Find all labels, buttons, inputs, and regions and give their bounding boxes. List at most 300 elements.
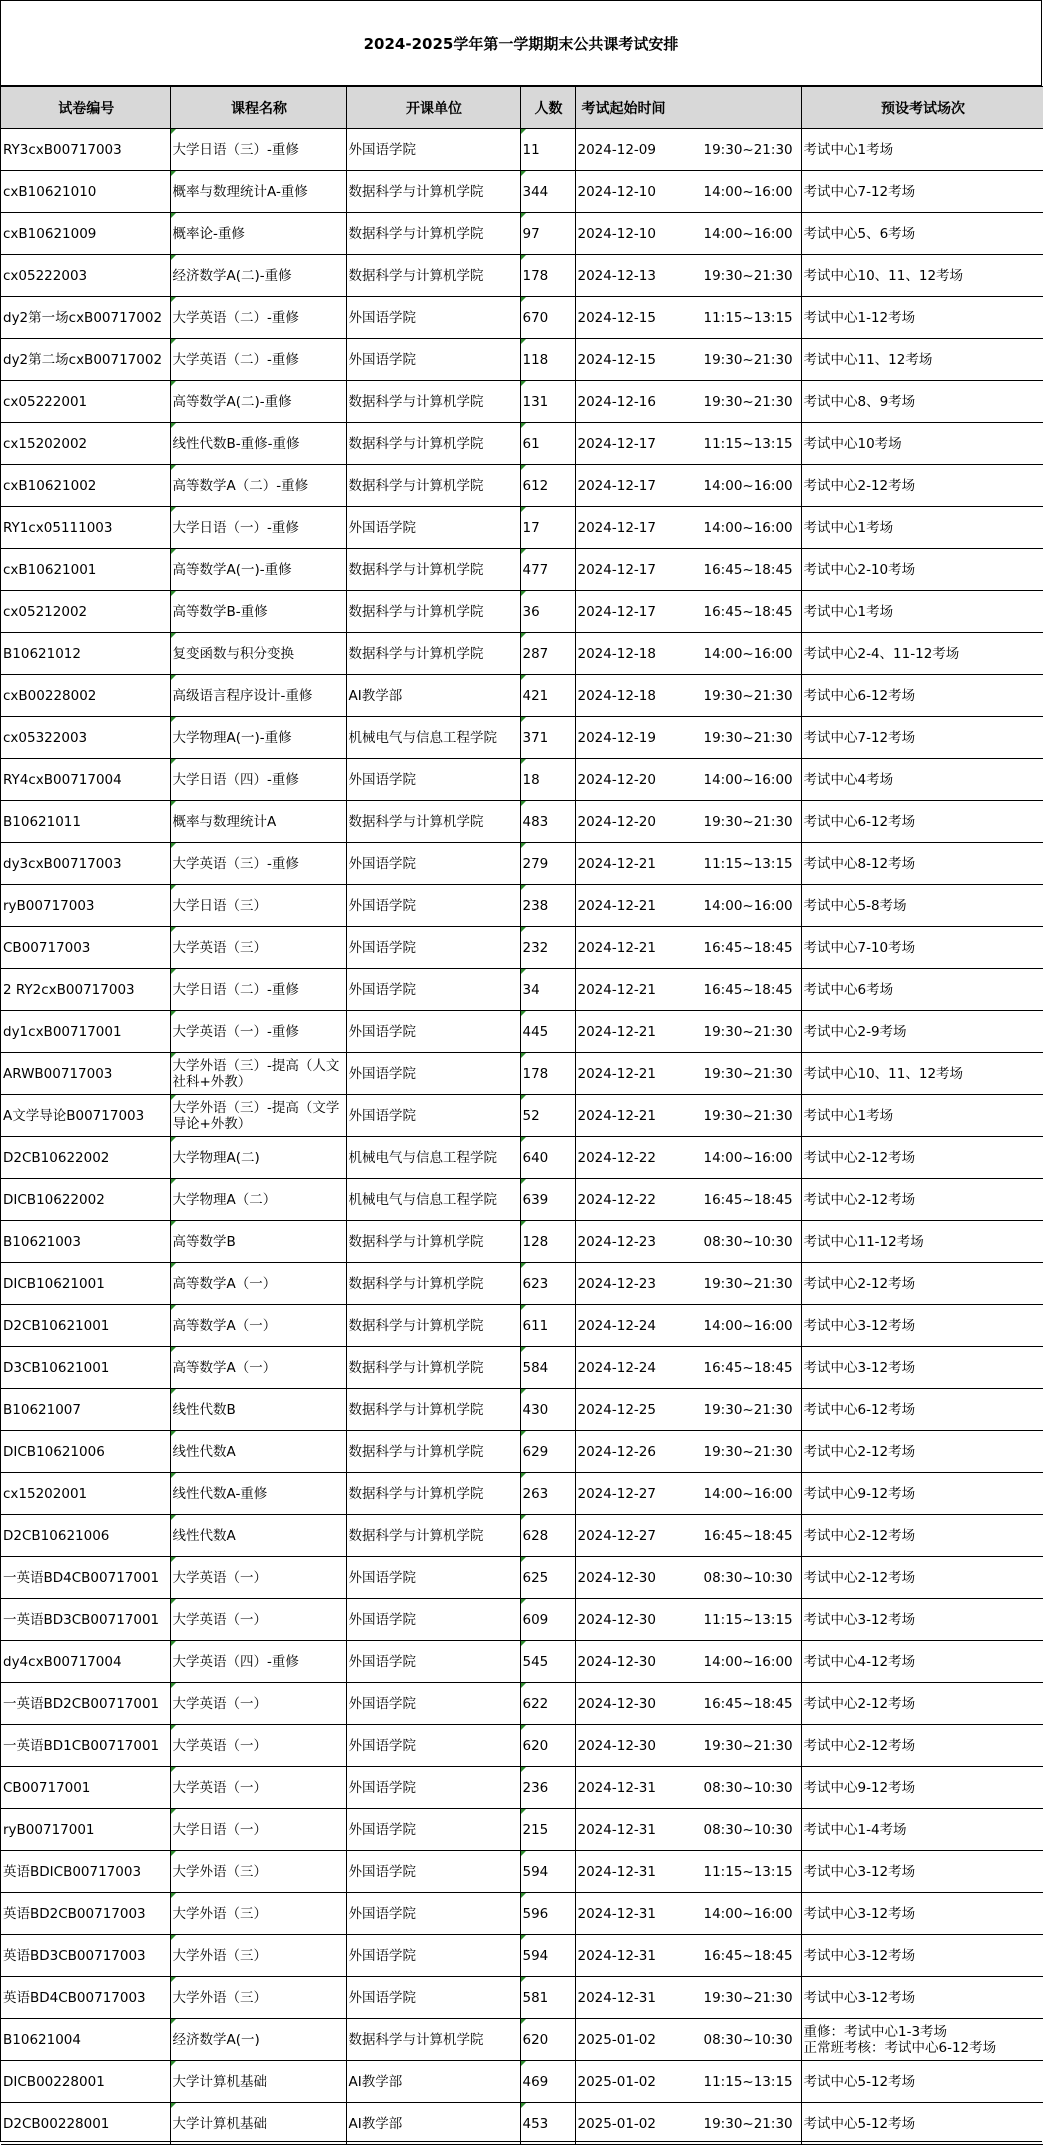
table-row: [1, 1179, 1043, 1221]
cell-course: 大学计算机基础: [170, 2103, 346, 2145]
exam-time: 19:30~21:30: [703, 687, 793, 704]
exam-date: 2024-12-24: [577, 1359, 656, 1376]
cell-dept: 数据科学与计算机学院: [346, 1389, 520, 1431]
cell-start-time: [575, 1263, 801, 1305]
exam-date: 2024-12-23: [577, 1275, 656, 1292]
cell-count: 622: [520, 1683, 575, 1725]
cell-code: RY1cx05111003: [1, 507, 170, 549]
exam-date: 2024-12-27: [577, 1485, 656, 1502]
cell-room: 考试中心6考场: [801, 969, 1043, 1011]
cell-start-time: [575, 1767, 801, 1809]
cell-room: 考试中心1考场: [801, 591, 1043, 633]
table-row: [1, 171, 1043, 213]
exam-time: 14:00~16:00: [703, 1485, 793, 1502]
cell-dept: 外国语学院: [346, 1767, 520, 1809]
table-row: [1, 2061, 1043, 2103]
cell-dept: 数据科学与计算机学院: [346, 1263, 520, 1305]
cell-dept: 外国语学院: [346, 1977, 520, 2019]
cell-dept: 机械电气与信息工程学院: [346, 1179, 520, 1221]
cell-dept: 数据科学与计算机学院: [346, 1473, 520, 1515]
cell-course: 高等数学A(二)-重修: [170, 381, 346, 423]
table-row: [1, 255, 1043, 297]
cell-room: 考试中心1-12考场: [801, 297, 1043, 339]
cell-start-time: [575, 129, 801, 171]
cell-room: 考试中心3-12考场: [801, 1935, 1043, 1977]
cell-dept: 数据科学与计算机学院: [346, 549, 520, 591]
cell-dept: 外国语学院: [346, 759, 520, 801]
table-row: [1, 1347, 1043, 1389]
cell-count: 97: [520, 213, 575, 255]
table-row: [1, 1977, 1043, 2019]
cell-course: 概率与数理统计A: [170, 801, 346, 843]
exam-date: 2024-12-21: [577, 897, 656, 914]
cell-room: 考试中心3-12考场: [801, 1977, 1043, 2019]
cell-room: 考试中心3-12考场: [801, 1851, 1043, 1893]
cell-code: cxB00228002: [1, 675, 170, 717]
cell-dept: 数据科学与计算机学院: [346, 171, 520, 213]
header-course: 课程名称: [170, 87, 346, 129]
exam-time: 16:45~18:45: [703, 1695, 793, 1712]
cell-count: 483: [520, 801, 575, 843]
cell-course: 线性代数A: [170, 1515, 346, 1557]
exam-time: 14:00~16:00: [703, 1149, 793, 1166]
cell-room: 考试中心2-12考场: [801, 1683, 1043, 1725]
cell-room: 考试中心6-12考场: [801, 801, 1043, 843]
exam-date: 2024-12-15: [577, 351, 656, 368]
cell-room: 考试中心8、9考场: [801, 381, 1043, 423]
cell-start-time: [575, 423, 801, 465]
cell-code: cx05222001: [1, 381, 170, 423]
exam-time: 11:15~13:15: [703, 2073, 793, 2090]
cell-start-time: [575, 1935, 801, 1977]
cell-count: 232: [520, 927, 575, 969]
cell-course: 大学外语（三）-提高（人文社科+外教）: [170, 1053, 346, 1095]
exam-date: 2024-12-30: [577, 1653, 656, 1670]
cell-room: 考试中心7-12考场: [801, 717, 1043, 759]
cell-code: B10621004: [1, 2019, 170, 2061]
cell-count: 670: [520, 297, 575, 339]
table-row: [1, 1515, 1043, 1557]
exam-date: 2024-12-30: [577, 1737, 656, 1754]
cell-start-time: [575, 843, 801, 885]
exam-time: 19:30~21:30: [703, 2115, 793, 2132]
cell-room: 考试中心5-12考场: [801, 2103, 1043, 2145]
cell-code: dy4cxB00717004: [1, 1641, 170, 1683]
cell-dept: 数据科学与计算机学院: [346, 465, 520, 507]
cell-start-time: [575, 675, 801, 717]
cell-room: 考试中心2-12考场: [801, 465, 1043, 507]
cell-code: 英语BD4CB00717003: [1, 1977, 170, 2019]
cell-start-time: [575, 801, 801, 843]
cell-room: 重修：考试中心1-3考场 正常班考核：考试中心6-12考场: [801, 2019, 1043, 2061]
cell-code: dy3cxB00717003: [1, 843, 170, 885]
exam-date: 2024-12-18: [577, 687, 656, 704]
exam-time: 16:45~18:45: [703, 1359, 793, 1376]
exam-date: 2024-12-20: [577, 771, 656, 788]
cell-dept: 外国语学院: [346, 1725, 520, 1767]
cell-start-time: [575, 1473, 801, 1515]
exam-time: 14:00~16:00: [703, 1905, 793, 1922]
cell-dept: 数据科学与计算机学院: [346, 591, 520, 633]
cell-course: 大学日语（四）-重修: [170, 759, 346, 801]
cell-code: DICB10621006: [1, 1431, 170, 1473]
cell-code: CB00717003: [1, 927, 170, 969]
cell-room: 考试中心9-12考场: [801, 1473, 1043, 1515]
exam-time: 08:30~10:30: [703, 1821, 793, 1838]
cell-room: 考试中心6-12考场: [801, 675, 1043, 717]
cell-course: 大学英语（一）-重修: [170, 1011, 346, 1053]
cell-code: B10621007: [1, 1389, 170, 1431]
cell-dept: 外国语学院: [346, 885, 520, 927]
exam-date: 2024-12-17: [577, 561, 656, 578]
cell-course: 高等数学B: [170, 1221, 346, 1263]
cell-course: 概率论-重修: [170, 213, 346, 255]
table-row: [1, 1767, 1043, 1809]
table-row: [1, 1305, 1043, 1347]
exam-date: 2024-12-18: [577, 645, 656, 662]
exam-time: 19:30~21:30: [703, 1401, 793, 1418]
cell-code: cx15202002: [1, 423, 170, 465]
cell-code: 英语BDICB00717003: [1, 1851, 170, 1893]
cell-course: 高等数学A（一）: [170, 1347, 346, 1389]
cell-dept: 数据科学与计算机学院: [346, 2019, 520, 2061]
exam-time: 11:15~13:15: [703, 435, 793, 452]
cell-code: cxB10621001: [1, 549, 170, 591]
exam-time: 19:30~21:30: [703, 1275, 793, 1292]
cell-course: 大学英语（一）: [170, 1725, 346, 1767]
cell-count: 178: [520, 255, 575, 297]
exam-time: 16:45~18:45: [703, 1191, 793, 1208]
cell-course: 大学外语（三）: [170, 1851, 346, 1893]
cell-dept: 外国语学院: [346, 339, 520, 381]
cell-count: 629: [520, 1431, 575, 1473]
cell-start-time: [575, 1515, 801, 1557]
cell-start-time: [575, 1851, 801, 1893]
exam-time: 19:30~21:30: [703, 393, 793, 410]
table-row: [1, 1641, 1043, 1683]
cell-start-time: [575, 381, 801, 423]
cell-count: 215: [520, 1809, 575, 1851]
cell-dept: 外国语学院: [346, 1683, 520, 1725]
cell-count: 628: [520, 1515, 575, 1557]
exam-date: 2024-12-31: [577, 1905, 656, 1922]
cell-dept: 数据科学与计算机学院: [346, 1347, 520, 1389]
cell-dept: 机械电气与信息工程学院: [346, 1137, 520, 1179]
table-row: [1, 1137, 1043, 1179]
cell-room: 考试中心7-10考场: [801, 927, 1043, 969]
cell-count: 581: [520, 1977, 575, 2019]
cell-code: DICB10621001: [1, 1263, 170, 1305]
table-row: [1, 423, 1043, 465]
exam-time: 08:30~10:30: [703, 1569, 793, 1586]
table-row: [1, 1599, 1043, 1641]
cell-code: cx15202001: [1, 1473, 170, 1515]
cell-dept: 外国语学院: [346, 1893, 520, 1935]
cell-count: 263: [520, 1473, 575, 1515]
cell-course: 线性代数B-重修-重修: [170, 423, 346, 465]
cell-course: 大学英语（一）: [170, 1599, 346, 1641]
exam-time: 19:30~21:30: [703, 1023, 793, 1040]
cell-course: 大学日语（三）-重修: [170, 129, 346, 171]
cell-room: 考试中心3-12考场: [801, 1305, 1043, 1347]
table-row: [1, 591, 1043, 633]
exam-time: 19:30~21:30: [703, 729, 793, 746]
cell-start-time: [575, 1053, 801, 1095]
cell-code: A文学导论B00717003: [1, 1095, 170, 1137]
cell-room: 考试中心9-12考场: [801, 1767, 1043, 1809]
exam-date: 2024-12-31: [577, 1989, 656, 2006]
cell-start-time: [575, 1893, 801, 1935]
cell-room: 考试中心11、12考场: [801, 339, 1043, 381]
cell-course: 大学计算机基础: [170, 2061, 346, 2103]
cell-course: 大学日语（一）-重修: [170, 507, 346, 549]
cell-start-time: [575, 885, 801, 927]
cell-code: 一英语BD2CB00717001: [1, 1683, 170, 1725]
table-row: [1, 1221, 1043, 1263]
cell-start-time: [575, 2061, 801, 2103]
cell-count: 17: [520, 507, 575, 549]
cell-dept: 外国语学院: [346, 1011, 520, 1053]
exam-table: [1, 86, 1043, 2145]
cell-course: 线性代数A: [170, 1431, 346, 1473]
exam-date: 2024-12-20: [577, 813, 656, 830]
cell-start-time: [575, 1305, 801, 1347]
cell-course: 大学外语（三）: [170, 1893, 346, 1935]
cell-count: 371: [520, 717, 575, 759]
cell-dept: 外国语学院: [346, 1557, 520, 1599]
cell-course: 大学日语（二）-重修: [170, 969, 346, 1011]
cell-code: D2CB10622002: [1, 1137, 170, 1179]
table-row: [1, 1725, 1043, 1767]
cell-start-time: [575, 1221, 801, 1263]
exam-time: 14:00~16:00: [703, 1317, 793, 1334]
exam-date: 2024-12-10: [577, 183, 656, 200]
exam-time: 14:00~16:00: [703, 225, 793, 242]
cell-count: 131: [520, 381, 575, 423]
cell-start-time: [575, 2019, 801, 2061]
table-row: [1, 843, 1043, 885]
exam-time: 11:15~13:15: [703, 309, 793, 326]
cell-course: 大学英语（一）: [170, 1557, 346, 1599]
exam-table-body: [1, 129, 1043, 2145]
cell-code: 一英语BD1CB00717001: [1, 1725, 170, 1767]
cell-code: cx05222003: [1, 255, 170, 297]
cell-start-time: [575, 1683, 801, 1725]
cell-course: 复变函数与积分变换: [170, 633, 346, 675]
exam-time: 19:30~21:30: [703, 1443, 793, 1460]
cell-course: 经济数学A(一): [170, 2019, 346, 2061]
cell-dept: 外国语学院: [346, 297, 520, 339]
cell-start-time: [575, 591, 801, 633]
cell-code: B10621011: [1, 801, 170, 843]
cell-room: 考试中心3-12考场: [801, 1347, 1043, 1389]
cell-dept: 外国语学院: [346, 1851, 520, 1893]
cell-code: cxB10621002: [1, 465, 170, 507]
cell-dept: 数据科学与计算机学院: [346, 1431, 520, 1473]
cell-course: 大学物理A（二）: [170, 1179, 346, 1221]
cell-start-time: [575, 1347, 801, 1389]
table-row: [1, 213, 1043, 255]
cell-count: 625: [520, 1557, 575, 1599]
exam-date: 2024-12-17: [577, 603, 656, 620]
exam-date: 2024-12-31: [577, 1821, 656, 1838]
cell-start-time: [575, 339, 801, 381]
cell-course: 大学英语（四）-重修: [170, 1641, 346, 1683]
cell-room: 考试中心5-8考场: [801, 885, 1043, 927]
exam-date: 2024-12-10: [577, 225, 656, 242]
exam-date: 2024-12-19: [577, 729, 656, 746]
cell-code: dy2第一场cxB00717002: [1, 297, 170, 339]
cell-dept: 外国语学院: [346, 1935, 520, 1977]
cell-code: DICB10622002: [1, 1179, 170, 1221]
exam-date: 2024-12-31: [577, 1779, 656, 1796]
cell-dept: 外国语学院: [346, 1053, 520, 1095]
exam-time: 19:30~21:30: [703, 1065, 793, 1082]
cell-start-time: [575, 1431, 801, 1473]
cell-dept: 数据科学与计算机学院: [346, 255, 520, 297]
cell-count: 430: [520, 1389, 575, 1431]
cell-start-time: [575, 213, 801, 255]
table-row: [1, 1473, 1043, 1515]
exam-date: 2025-01-02: [577, 2073, 656, 2090]
cell-code: D2CB10621001: [1, 1305, 170, 1347]
cell-start-time: [575, 1137, 801, 1179]
cell-dept: AI教学部: [346, 675, 520, 717]
cell-count: 236: [520, 1767, 575, 1809]
table-row: [1, 2019, 1043, 2061]
exam-date: 2024-12-31: [577, 1947, 656, 1964]
cell-count: 623: [520, 1263, 575, 1305]
exam-date: 2024-12-27: [577, 1527, 656, 1544]
cell-count: 61: [520, 423, 575, 465]
exam-time: 19:30~21:30: [703, 1737, 793, 1754]
exam-date: 2024-12-25: [577, 1401, 656, 1418]
exam-date: 2024-12-21: [577, 939, 656, 956]
exam-date: 2024-12-21: [577, 1065, 656, 1082]
exam-time: 14:00~16:00: [703, 477, 793, 494]
exam-time: 16:45~18:45: [703, 603, 793, 620]
cell-start-time: [575, 1389, 801, 1431]
cell-course: 大学英语（三）-重修: [170, 843, 346, 885]
cell-room: 考试中心8-12考场: [801, 843, 1043, 885]
table-row: [1, 1389, 1043, 1431]
cell-code: ARWB00717003: [1, 1053, 170, 1095]
cell-dept: 机械电气与信息工程学院: [346, 717, 520, 759]
cell-count: 453: [520, 2103, 575, 2145]
cell-start-time: [575, 1599, 801, 1641]
cell-count: 287: [520, 633, 575, 675]
cell-course: 大学外语（三）: [170, 1935, 346, 1977]
exam-date: 2024-12-17: [577, 435, 656, 452]
cell-start-time: [575, 255, 801, 297]
cell-dept: 数据科学与计算机学院: [346, 633, 520, 675]
table-row: [1, 759, 1043, 801]
cell-code: 2 RY2cxB00717003: [1, 969, 170, 1011]
exam-date: 2024-12-21: [577, 1023, 656, 1040]
cell-dept: 数据科学与计算机学院: [346, 1221, 520, 1263]
cell-code: D3CB10621001: [1, 1347, 170, 1389]
table-row: [1, 717, 1043, 759]
cell-code: dy1cxB00717001: [1, 1011, 170, 1053]
exam-date: 2024-12-21: [577, 855, 656, 872]
exam-date: 2024-12-31: [577, 1863, 656, 1880]
cell-room: 考试中心1考场: [801, 129, 1043, 171]
exam-date: 2024-12-30: [577, 1695, 656, 1712]
cell-dept: 外国语学院: [346, 1641, 520, 1683]
cell-room: 考试中心2-4、11-12考场: [801, 633, 1043, 675]
cell-code: cx05322003: [1, 717, 170, 759]
table-row: [1, 1011, 1043, 1053]
cell-start-time: [575, 927, 801, 969]
cell-code: CB00717001: [1, 1767, 170, 1809]
cell-room: 考试中心4-12考场: [801, 1641, 1043, 1683]
table-row: [1, 297, 1043, 339]
cell-dept: 数据科学与计算机学院: [346, 1515, 520, 1557]
cell-code: RY4cxB00717004: [1, 759, 170, 801]
cell-start-time: [575, 1011, 801, 1053]
table-row: [1, 633, 1043, 675]
cell-code: 一英语BD4CB00717001: [1, 1557, 170, 1599]
exam-date: 2024-12-24: [577, 1317, 656, 1334]
exam-date: 2025-01-02: [577, 2115, 656, 2132]
cell-count: 620: [520, 2019, 575, 2061]
cell-dept: 外国语学院: [346, 129, 520, 171]
cell-dept: 外国语学院: [346, 1599, 520, 1641]
cell-course: 高等数学A（一）: [170, 1263, 346, 1305]
cell-course: 大学英语（二）-重修: [170, 339, 346, 381]
cell-code: cxB10621009: [1, 213, 170, 255]
table-row: [1, 969, 1043, 1011]
exam-time: 16:45~18:45: [703, 981, 793, 998]
exam-time: 08:30~10:30: [703, 2031, 793, 2048]
cell-count: 545: [520, 1641, 575, 1683]
cell-course: 大学日语（一）: [170, 1809, 346, 1851]
cell-room: 考试中心2-12考场: [801, 1137, 1043, 1179]
cell-code: B10621012: [1, 633, 170, 675]
table-row: [1, 1557, 1043, 1599]
cell-dept: 外国语学院: [346, 969, 520, 1011]
cell-code: D2CB10621006: [1, 1515, 170, 1557]
cell-count: 584: [520, 1347, 575, 1389]
cell-dept: 数据科学与计算机学院: [346, 213, 520, 255]
table-row: [1, 1263, 1043, 1305]
exam-date: 2024-12-21: [577, 1107, 656, 1124]
cell-code: 英语BD3CB00717003: [1, 1935, 170, 1977]
cell-room: 考试中心2-9考场: [801, 1011, 1043, 1053]
exam-date: 2024-12-22: [577, 1191, 656, 1208]
header-room: 预设考试场次: [801, 87, 1043, 129]
cell-room: 考试中心2-12考场: [801, 1263, 1043, 1305]
cell-start-time: [575, 1725, 801, 1767]
cell-room: 考试中心4考场: [801, 759, 1043, 801]
cell-start-time: [575, 1641, 801, 1683]
cell-course: 大学物理A(一)-重修: [170, 717, 346, 759]
cell-code: 英语BD2CB00717003: [1, 1893, 170, 1935]
exam-time: 16:45~18:45: [703, 561, 793, 578]
exam-time: 19:30~21:30: [703, 813, 793, 830]
exam-date: 2024-12-16: [577, 393, 656, 410]
cell-count: 594: [520, 1851, 575, 1893]
exam-time: 16:45~18:45: [703, 1527, 793, 1544]
cell-course: 大学外语（三）: [170, 1977, 346, 2019]
cell-room: 考试中心10、11、12考场: [801, 1053, 1043, 1095]
table-row: [1, 1893, 1043, 1935]
cell-count: 469: [520, 2061, 575, 2103]
cell-dept: 外国语学院: [346, 1809, 520, 1851]
cell-code: cxB10621010: [1, 171, 170, 213]
cell-room: 考试中心1考场: [801, 507, 1043, 549]
cell-count: 11: [520, 129, 575, 171]
